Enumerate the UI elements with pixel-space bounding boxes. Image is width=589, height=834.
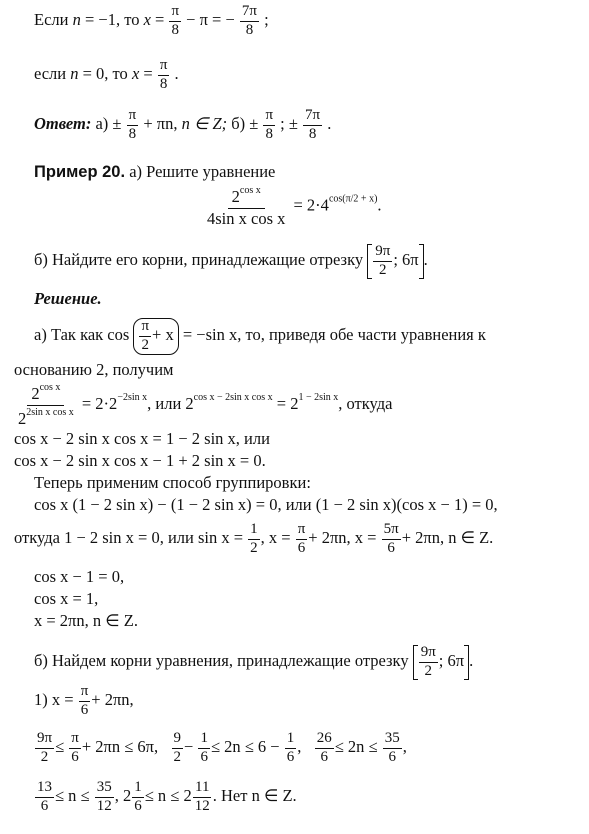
fraction: $\frac{2^{cos x}}{\text{4sin x cos x}}$ [207, 185, 286, 228]
text: + πn, [143, 114, 178, 134]
solution-line-d: cos x − 2 sin x cos x = 1 − 2 sin x, или [14, 429, 270, 448]
solution-line-a [34, 318, 486, 355]
solution-line-n: $\frac{9\pi}{2}$ ≤ $\frac{\pi}{6}$ + 2πn ≤ 6π, $\frac{9}{2}$ − $\frac{1}{6}$ ≤ 2n ≤ 6 − $\frac{1}{6}$ , $\frac{26}{6}$ ≤ 2n ≤ $\frac{35}{6}$ , [37, 730, 407, 765]
solution-line-c: $\frac{2^{cos x}}{2^{2sin x cos x}}$ = $2\cdot 2^{-2sin x}$, или $2^{cos x - 2sin x cos x} = 2^{1 - 2sin x}$, откуда [14, 383, 392, 427]
var-n: n [70, 64, 79, 84]
text: − π = − [186, 10, 235, 30]
segment: $\frac{9\pi}{2}$ ; 6π [367, 244, 423, 279]
text: ; ± [280, 114, 298, 134]
text: = [143, 64, 153, 84]
fraction: $\frac{2^{cos x}}{2^{2sin x cos x}}$ [18, 382, 74, 428]
solution-line-i: cos x − 1 = 0, [34, 567, 125, 586]
solution-line-b: основанию 2, получим [14, 360, 174, 379]
fraction: $\frac{\pi}{8}$ [159, 57, 168, 92]
part-b-question: б) Найдите его корни, принадлежащие отрезку $\frac{9\pi}{2}$ ; 6π . [34, 243, 428, 278]
solution-line-g: cos x (1 − 2 sin x) − (1 − 2 sin x) = 0, или (1 − 2 sin x)(cos x − 1) = 0, [34, 495, 498, 514]
var-x: x [131, 64, 140, 84]
solution-label: Решение. [34, 289, 102, 308]
solution-line-f: Теперь применим способ группировки: [34, 473, 311, 492]
text: = −sin x, то, приведя обе части уравнения к [182, 325, 486, 345]
solution-line-j: cos x = 1, [34, 589, 99, 608]
text: n ∈ Z; [181, 114, 228, 134]
fraction: $\frac{\pi}{8}$ [128, 107, 137, 142]
text: . [377, 195, 382, 215]
exponent: cos(π/2 + x) [328, 193, 378, 205]
text: . [174, 64, 179, 84]
answer-line [34, 108, 331, 143]
text: если [34, 64, 67, 84]
text: = [155, 10, 165, 30]
fraction: $\frac{\pi}{8}$ [265, 107, 274, 142]
solution-line-h: откуда 1 − 2 sin x = 0, или sin x = $\frac{1}{2}$ , x = $\frac{\pi}{6}$ + 2πn, x = $\frac{5\pi}{6}$ + 2πn, n ∈ Z. [14, 521, 494, 556]
text: = −1, то [84, 10, 140, 30]
text: Если [34, 10, 69, 30]
fraction: $\frac{7\pi}{8}$ [305, 107, 321, 142]
line-if-n-minus-one [34, 4, 269, 39]
solution-line-l: б) Найдем корни уравнения, принадлежащие отрезку $\frac{9\pi}{2}$ ; 6π . [34, 644, 474, 679]
text: = 2·4 [293, 195, 329, 215]
text: = 0, то [82, 64, 128, 84]
var-x: x [143, 10, 151, 30]
example-title: Пример 20. [34, 163, 126, 181]
solution-line-o: $\frac{13}{6}$ ≤ n ≤ $\frac{35}{12}$ , 2 $\frac{1}{6}$ ≤ n ≤ 2 $\frac{11}{12}$ . Нет n ∈ Z. [37, 779, 297, 814]
solution-line-m: 1) x = $\frac{\pi}{6}$ + 2πn, [34, 683, 134, 718]
text: а) Решите уравнение [129, 162, 276, 181]
fraction: $\frac{7\pi}{8}$ [241, 3, 257, 38]
segment: $\frac{9\pi}{2}$ ; 6π [413, 645, 469, 680]
example-heading [34, 164, 275, 181]
text: б) ± [231, 114, 259, 134]
parenthesis: $\frac{\pi}{2}$ + x [133, 318, 178, 355]
text: . [327, 114, 332, 134]
var-n: n [72, 10, 81, 30]
text: ; [264, 10, 269, 30]
line-if-n-zero [34, 58, 179, 93]
fraction: $\frac{\pi}{8}$ [171, 3, 180, 38]
text: а) Так как cos [34, 325, 130, 345]
answer-label: Ответ: [34, 114, 92, 134]
text: б) Найдите его корни, принадлежащие отрезку [34, 250, 364, 270]
main-equation [203, 186, 382, 227]
solution-line-k: x = 2πn, n ∈ Z. [34, 611, 138, 630]
text: а) ± [95, 114, 122, 134]
solution-line-e: cos x − 2 sin x cos x − 1 + 2 sin x = 0. [14, 451, 266, 470]
